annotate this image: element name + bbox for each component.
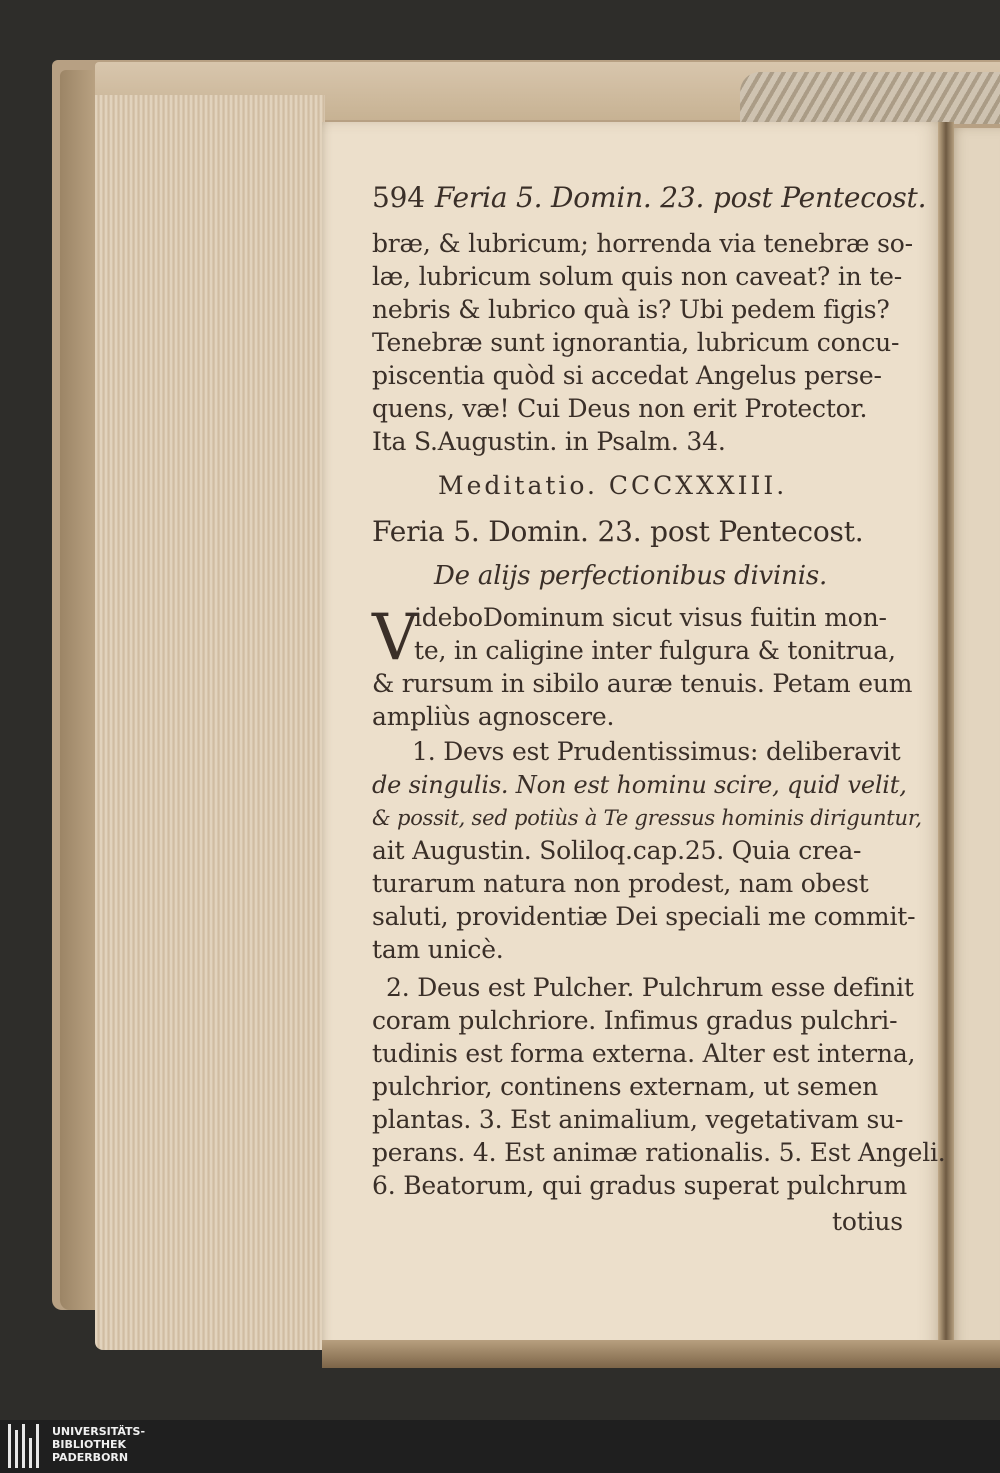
book-bottom-edge bbox=[322, 1340, 1000, 1368]
text-line: & rursum in sibilo auræ tenuis. Petam eum bbox=[372, 669, 913, 698]
text-line: piscentia quòd si accedat Angelus perse- bbox=[372, 361, 882, 390]
text-line: 1. Devs est Prudentissimus: deliberavit bbox=[412, 737, 901, 766]
page-number: 594 bbox=[372, 181, 425, 214]
running-head-title: Feria 5. Domin. 23. post Pentecost. bbox=[434, 181, 927, 214]
library-footer bbox=[0, 1420, 1000, 1473]
text-line: perans. 4. Est animæ rationalis. 5. Est Angeli. bbox=[372, 1138, 946, 1167]
text-line: quens, væ! Cui Deus non erit Protector. bbox=[372, 394, 868, 423]
meditation-number: Meditatio. CCCXXXIII. bbox=[438, 471, 788, 500]
text-line: Ita S.Augustin. in Psalm. 34. bbox=[372, 427, 726, 456]
book-gutter bbox=[938, 122, 954, 1357]
text-line: te, in caligine inter fulgura & tonitrua, bbox=[414, 636, 896, 665]
text-line: ait Augustin. Soliloq.cap.25. Quia crea- bbox=[372, 836, 862, 865]
library-logo-text bbox=[52, 1425, 145, 1464]
logo-line: UNIVERSITÄTS- bbox=[52, 1425, 146, 1438]
text-line: de singulis. Non est hominu scire, quid velit, bbox=[372, 771, 907, 799]
logo-line: BIBLIOTHEK bbox=[52, 1438, 127, 1451]
text-line: Tenebræ sunt ignorantia, lubricum concu- bbox=[372, 328, 900, 357]
section-subheading: De alijs perfectionibus divinis. bbox=[434, 561, 828, 591]
catchword: totius bbox=[832, 1207, 903, 1236]
text-line: plantas. 3. Est animalium, vegetativam su- bbox=[372, 1105, 904, 1134]
text-line: ampliùs agnoscere. bbox=[372, 702, 615, 731]
text-line: pulchrior, continens externam, ut semen bbox=[372, 1072, 879, 1101]
text-line: læ, lubricum solum quis non caveat? in te- bbox=[372, 262, 902, 291]
right-page-fragment bbox=[948, 128, 1000, 1363]
drop-cap: V bbox=[372, 601, 419, 675]
text-line: coram pulchriore. Infimus gradus pulchri- bbox=[372, 1006, 898, 1035]
headband bbox=[740, 72, 1000, 124]
text-line: tam unicè. bbox=[372, 935, 504, 964]
text-line: tudinis est forma externa. Alter est interna, bbox=[372, 1039, 916, 1068]
university-library-bars-icon bbox=[6, 1424, 46, 1468]
text-line: & possit, sed potiùs à Te gressus hominis diriguntur, bbox=[372, 806, 922, 830]
text-line: 6. Beatorum, qui gradus superat pulchrum bbox=[372, 1171, 907, 1200]
text-line: saluti, providentiæ Dei speciali me commit- bbox=[372, 902, 916, 931]
page-stack-edge bbox=[95, 95, 325, 1350]
text-line: turarum natura non prodest, nam obest bbox=[372, 869, 869, 898]
logo-line: PADERBORN bbox=[52, 1451, 129, 1464]
text-line: ideboDominum sicut visus fuitin mon- bbox=[414, 603, 887, 632]
running-head bbox=[372, 182, 926, 214]
text-line: 2. Deus est Pulcher. Pulchrum esse definit bbox=[386, 973, 914, 1002]
section-heading: Feria 5. Domin. 23. post Pentecost. bbox=[372, 515, 864, 548]
text-line: nebris & lubrico quà is? Ubi pedem figis? bbox=[372, 295, 890, 324]
text-line: bræ, & lubricum; horrenda via tenebræ so- bbox=[372, 229, 913, 258]
